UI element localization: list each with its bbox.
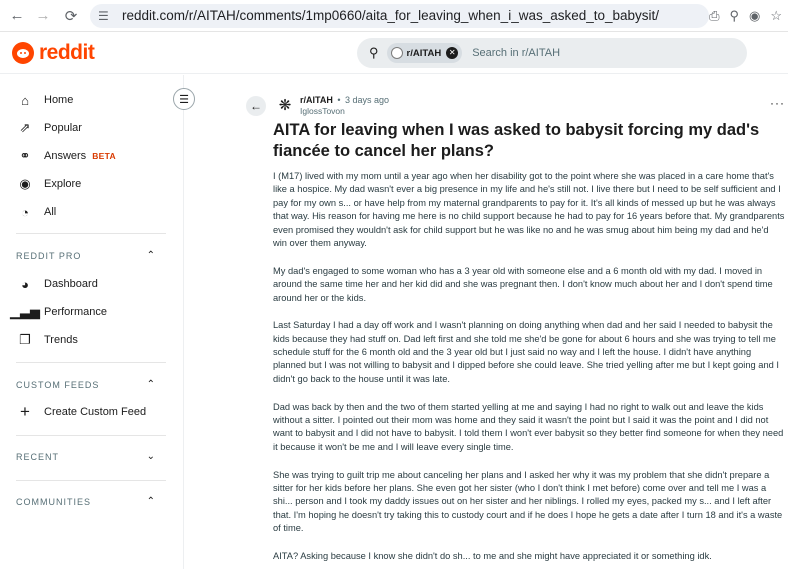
popular-icon: ⇗ — [19, 120, 31, 135]
left-sidebar — [0, 75, 184, 569]
post-body — [273, 170, 785, 563]
sidebar-divider — [16, 233, 166, 234]
sidebar-item-performance[interactable] — [10, 303, 107, 321]
reddit-pro-section-toggle[interactable] — [16, 250, 156, 261]
subreddit-avatar-icon[interactable]: ❋ — [278, 97, 292, 114]
post-paragraph: She was trying to guilt trip me about canceling her plans and I asked her why it was my problem that she didn't prepare a sitter for her kids before her plans. She even got her sister (who I don't think I met before) come over and tell me I was a shi... person and I took my daddy issues out on her sister and her niblings. I rolled my eyes, packed my s... and I left after that. I'm hoping he doesn't try taking this to custody court and if he does I hope he gets a date after I turn 18 and it's a waste of time. — [273, 469, 783, 534]
post-title: AITA for leaving when I was asked to babysit forcing my dad's fiancée to cancel her plans? — [273, 121, 760, 160]
sidebar-divider — [16, 480, 166, 481]
all-icon: ◔ — [21, 204, 29, 220]
explore-icon: ◉ — [19, 176, 31, 191]
sidebar-item-answers[interactable] — [16, 147, 116, 165]
post-paragraph: Last Saturday I had a day off work and I wasn't planning on doing anything when dad and her said I needed to babysit the kids because they had stuff on. Dad left first and she told me she'd be gone for about 6 hours and she was trying to tell me schedule stuff for the 6 month old and the 3 year old but I just said no way and I left the house. I didn't have anything planned but I was not willing to babysit and I dipped before she could leave. She tried yelling after me but I kept going and I didn't go back to the house until it was late. — [273, 320, 779, 384]
post-meta — [300, 95, 389, 116]
post-paragraph: Dad was back by then and the two of them started yelling at me and saying I had no right to walk out and leave the kids without a sitter. I pointed out their mom was home and they said it wasn't the point but I said it was the point and I did not want to babysit and I did not have to babysit. I told them I won't ever babysit so they better find someone for when they need it because it won't be me and I will leave every single time. — [273, 401, 784, 452]
sidebar-item-label: Popular — [44, 122, 82, 134]
sidebar-item-trends[interactable] — [16, 331, 78, 349]
more-options-icon[interactable]: ··· — [770, 96, 785, 110]
section-heading: REDDIT PRO — [16, 250, 82, 261]
chevron-up-icon: ⌃ — [146, 250, 156, 261]
logo-text: reddit — [39, 40, 95, 64]
sidebar-item-dashboard[interactable] — [16, 275, 98, 293]
address-bar[interactable] — [90, 4, 709, 28]
sidebar-item-label: All — [44, 206, 57, 218]
section-heading: RECENT — [16, 451, 60, 462]
chevron-down-icon: ⌄ — [146, 451, 156, 462]
sidebar-divider — [16, 435, 166, 436]
subreddit-search-chip[interactable] — [387, 43, 463, 63]
post-time: 3 days ago — [345, 95, 390, 105]
reddit-header — [0, 32, 788, 74]
chevron-up-icon: ⌃ — [146, 496, 156, 507]
menu-icon[interactable]: ☰ — [173, 88, 195, 110]
sidebar-item-label: Answers — [44, 150, 87, 162]
reddit-logo[interactable] — [12, 41, 94, 65]
reload-icon[interactable]: ⟳ — [64, 7, 78, 25]
url-text[interactable]: reddit.com/r/AITAH/comments/1mp0660/aita_for_leaving_when_i_was_asked_to_babysit/ — [122, 8, 660, 23]
dashboard-icon: ◕ — [21, 276, 29, 292]
sidebar-item-home[interactable] — [16, 91, 73, 109]
browser-toolbar — [0, 0, 788, 32]
back-icon[interactable]: ← — [9, 7, 25, 24]
star-icon[interactable]: ☆ — [770, 7, 782, 23]
communities-section-toggle[interactable] — [16, 496, 156, 507]
sidebar-divider — [16, 362, 166, 363]
performance-icon: ▁▃▅ — [10, 304, 40, 319]
beta-badge: BETA — [92, 151, 116, 161]
site-settings-icon[interactable]: ☰ — [98, 8, 109, 23]
eye-off-icon[interactable]: ◉ — [749, 7, 761, 23]
recent-section-toggle[interactable] — [16, 451, 156, 462]
sidebar-item-label: Dashboard — [44, 278, 98, 290]
author-link[interactable]: IglossTovon — [300, 106, 345, 116]
section-heading: CUSTOM FEEDS — [16, 379, 100, 390]
sidebar-item-label: Explore — [44, 178, 82, 190]
search-bar[interactable] — [357, 38, 747, 68]
forward-icon[interactable]: → — [35, 7, 51, 24]
custom-feeds-section-toggle[interactable] — [16, 379, 156, 390]
meta-separator: • — [337, 95, 341, 105]
post-paragraph: I (M17) lived with my mom until a year ago when her disability got to the point where she was placed in a care home that's like a hospice. My dad wasn't ever a big presence in my life and he's still not. I live there but I need to be self sufficient and I pay for my own s... or have help from my maternal grandparents to pay for it. It's all kinds of messed up but he was always that way. His reason for having me here is no child support because he had to pay for 16 years before that. My grandparents even promised they wouldn't ask for child support but he was like no and he was smug about him being my dad and he'd win over them anyway. — [273, 171, 785, 249]
sidebar-item-label: Trends — [44, 334, 78, 346]
sidebar-item-label: Home — [44, 94, 74, 106]
search-input[interactable]: Search in r/AITAH — [472, 47, 561, 59]
post-paragraph: AITA? Asking because I know she didn't do sh... to me and she might have appreciated it or something idk. — [273, 550, 712, 561]
chip-close-icon[interactable]: ✕ — [446, 47, 458, 59]
plus-icon: + — [20, 402, 30, 421]
create-custom-feed-button[interactable] — [16, 403, 146, 421]
zoom-icon[interactable]: ⚲ — [729, 7, 739, 23]
subreddit-icon — [391, 47, 403, 59]
sidebar-item-all[interactable] — [16, 203, 56, 221]
trends-icon: ❐ — [19, 332, 31, 347]
sidebar-item-explore[interactable] — [16, 175, 81, 193]
home-icon: ⌂ — [21, 92, 29, 108]
section-heading: COMMUNITIES — [16, 496, 91, 507]
install-icon[interactable]: ⎙ — [709, 7, 720, 23]
chevron-up-icon: ⌃ — [146, 379, 156, 390]
sidebar-item-label: Create Custom Feed — [44, 406, 147, 418]
subreddit-link[interactable]: r/AITAH — [300, 95, 333, 105]
search-icon: ⚲ — [369, 45, 379, 60]
post-paragraph: My dad's engaged to some woman who has a 3 year old with someone else and a 6 month old with my dad. I moved in around the same time her and her kid did and she was pregnant then. I don't know much about her and I don't spend time around her or the kids. — [273, 265, 773, 303]
reddit-logo-icon — [12, 42, 34, 64]
chip-label: r/AITAH — [406, 47, 442, 59]
back-button[interactable]: ← — [246, 96, 266, 116]
sidebar-item-popular[interactable] — [16, 119, 82, 137]
sidebar-item-label: Performance — [44, 306, 107, 318]
answers-icon: ⚭ — [19, 148, 31, 163]
